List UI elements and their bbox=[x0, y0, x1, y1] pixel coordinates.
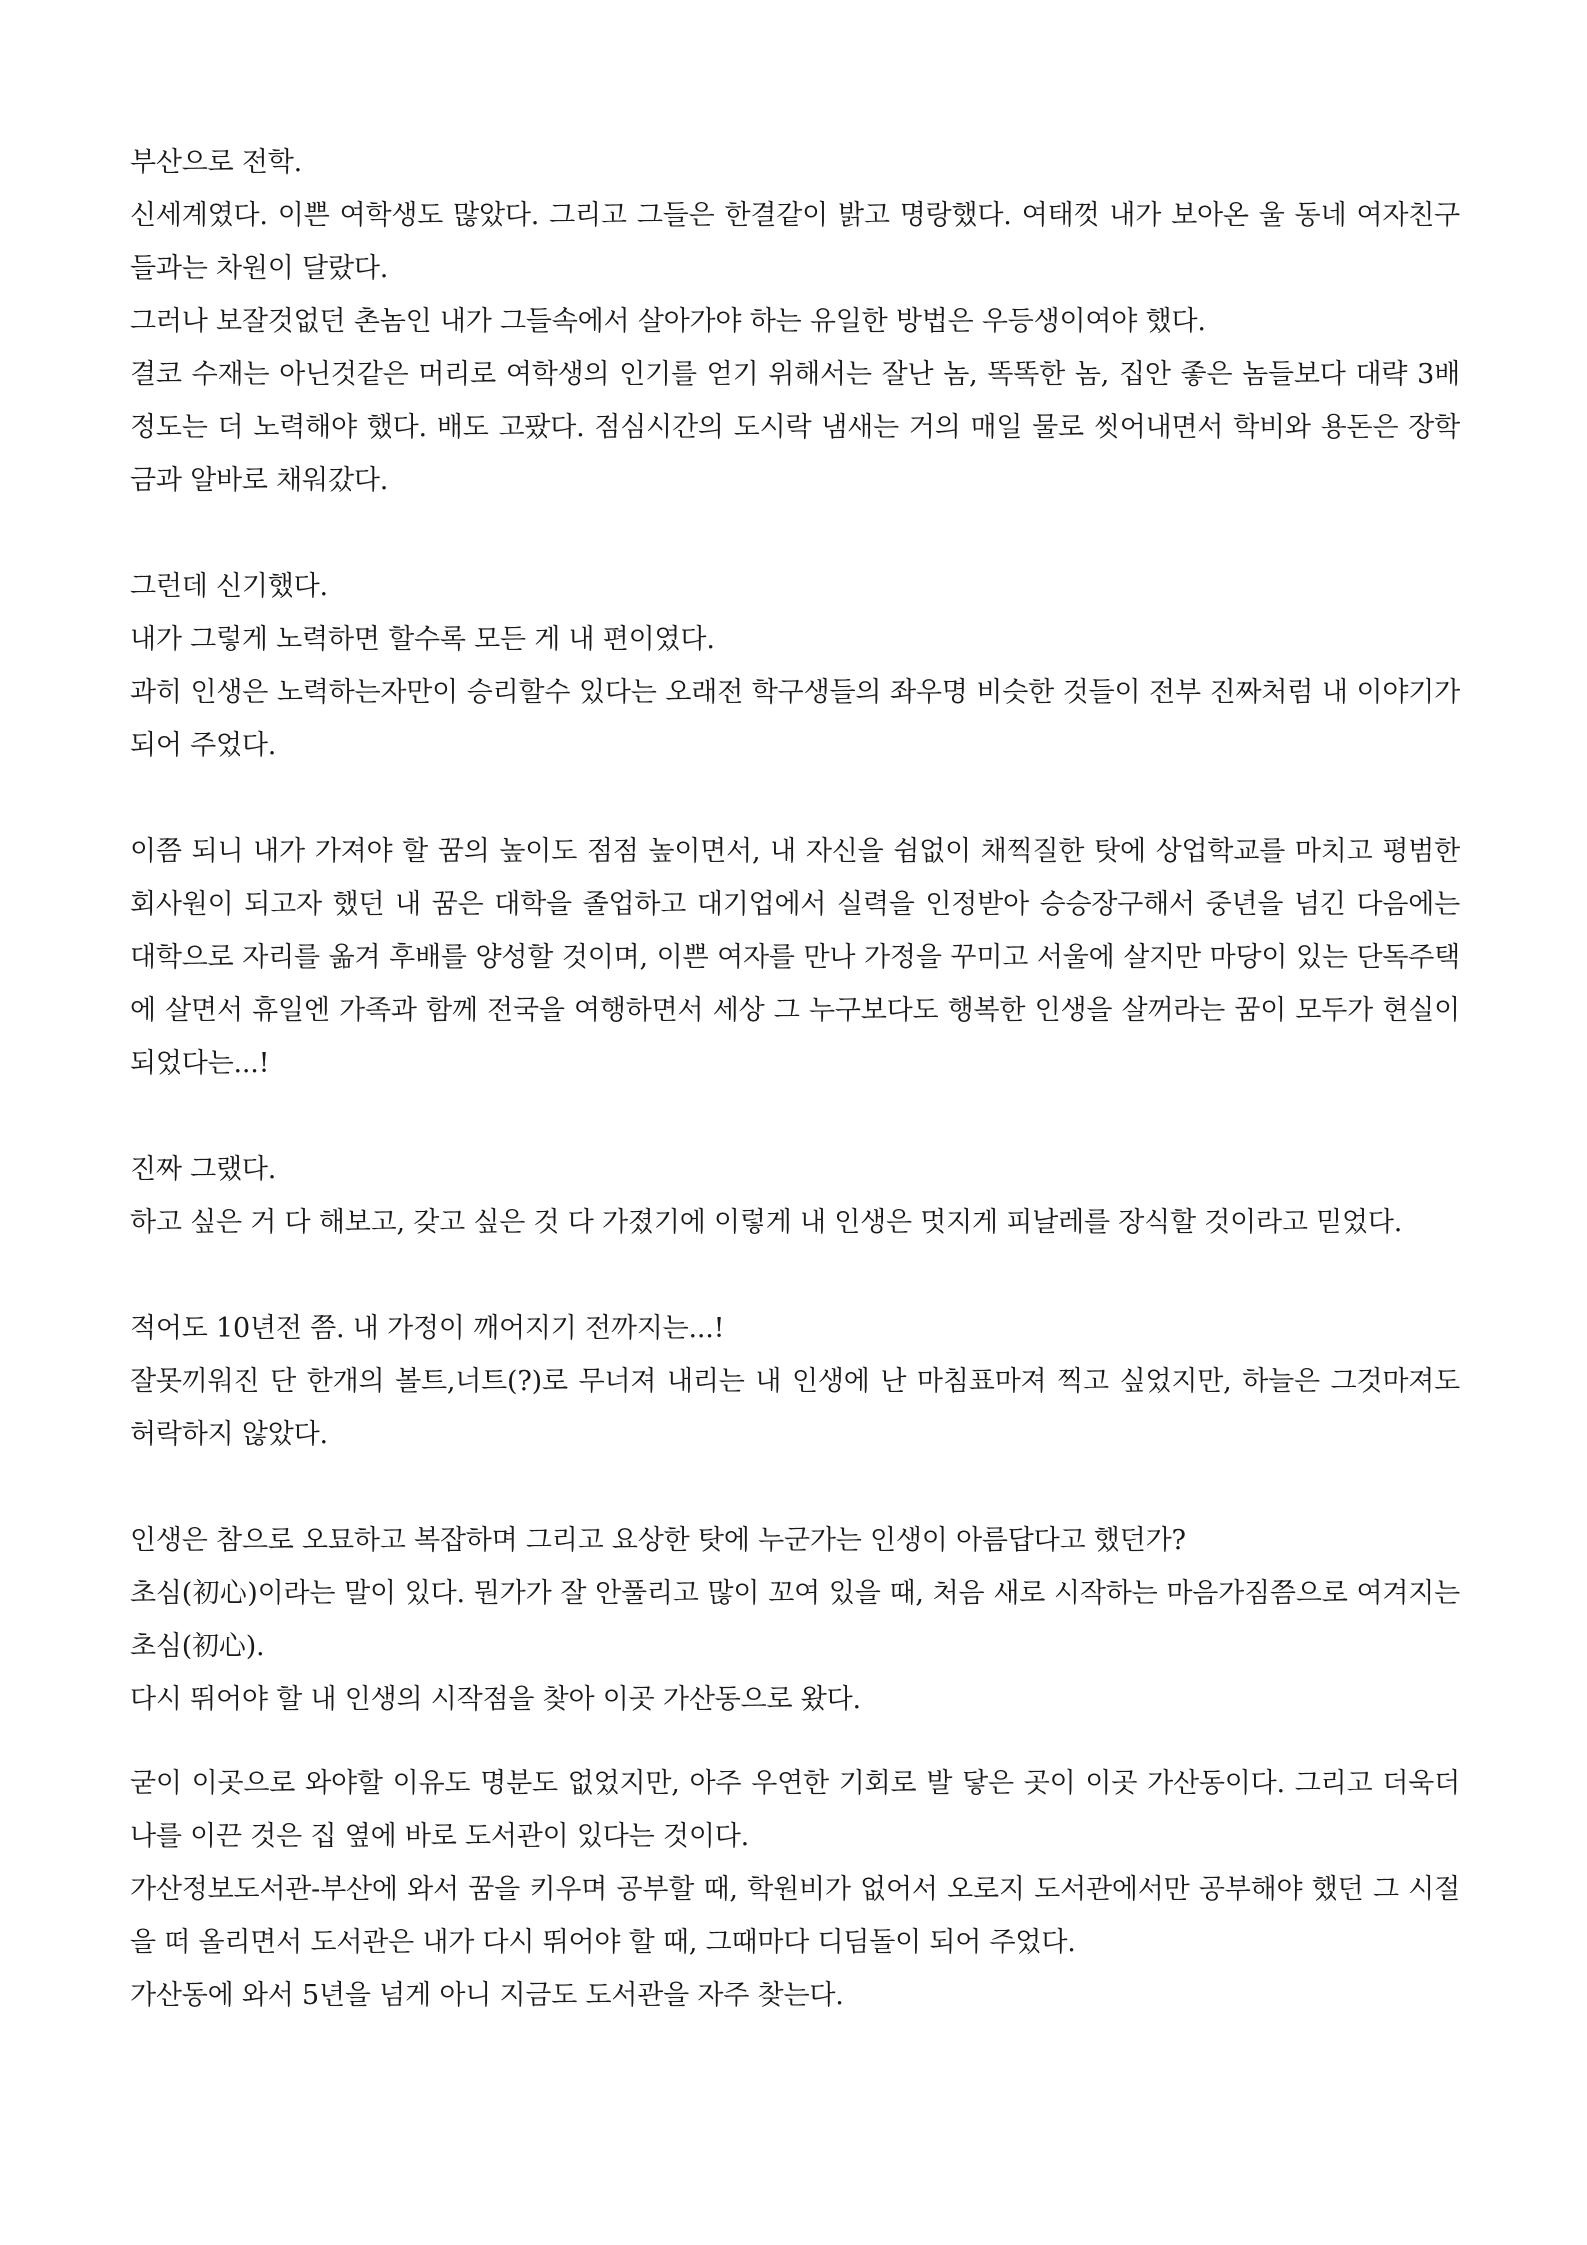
paragraph: 적어도 10년전 쯤. 내 가정이 깨어지기 전까지는...! bbox=[130, 1313, 725, 1344]
paragraph: 내가 그렇게 노력하면 할수록 모든 게 내 편이였다. bbox=[130, 624, 715, 655]
paragraph-spacer bbox=[130, 772, 1460, 825]
paragraph: 가산정보도서관-부산에 와서 꿈을 키우며 공부할 때, 학원비가 없어서 오로지 도서관에서만 공부해야 했던 그 시절을 떠 올리면서 도서관은 내가 다시 뛰어야 할 때, 그때마다 디딤돌이 되어 주었다. bbox=[130, 1874, 1460, 1958]
paragraph: 다시 뛰어야 할 내 인생의 시작점을 찾아 이곳 가산동으로 왔다. bbox=[130, 1684, 861, 1715]
document-body bbox=[130, 136, 1460, 2022]
paragraph: 굳이 이곳으로 와야할 이유도 명분도 없었지만, 아주 우연한 기회로 발 닿은 곳이 이곳 가산동이다. 그리고 더욱더 나를 이끈 것은 집 옆에 바로 도서관이 있다는 것이다. bbox=[130, 1768, 1460, 1852]
paragraph: 진짜 그랬다. bbox=[130, 1154, 277, 1185]
paragraph: 과히 인생은 노력하는자만이 승리할수 있다는 오래전 학구생들의 좌우명 비슷한 것들이 전부 진짜처럼 내 이야기가 되어 주었다. bbox=[130, 677, 1460, 761]
paragraph: 이쯤 되니 내가 가져야 할 꿈의 높이도 점점 높이면서, 내 자신을 쉼없이 채찍질한 탓에 상업학교를 마치고 평범한 회사원이 되고자 했던 내 꿈은 대학을 졸업하고 대기업에서 실력을 인정받아 승승장구해서 중년을 넘긴 다음에는 대학으로 자리를 옮겨 후배를 양성할 것이며, 이쁜 여자를 만나 가정을 꾸미고 서울에 살지만 마당이 있는 단독주택에 살면서 휴일엔 가족과 함께 전국을 여행하면서 세상 그 누구보다도 행복한 인생을 살꺼라는 꿈이 모두가 현실이 되었다는...! bbox=[130, 836, 1460, 1079]
paragraph-spacer bbox=[130, 1461, 1460, 1514]
paragraph: 초심(初心)이라는 말이 있다. 뭔가가 잘 안풀리고 많이 꼬여 있을 때, 처음 새로 시작하는 마음가짐쯤으로 여겨지는 초심(初心). bbox=[130, 1578, 1460, 1662]
paragraph: 그런데 신기했다. bbox=[130, 571, 328, 602]
paragraph: 결코 수재는 아닌것같은 머리로 여학생의 인기를 얻기 위해서는 잘난 놈, 똑똑한 놈, 집안 좋은 놈들보다 대략 3배정도는 더 노력해야 했다. 배도 고팠다. 점심시간의 도시락 냄새는 거의 매일 물로 씻어내면서 학비와 용돈은 장학금과 알바로 채워갔다. bbox=[130, 359, 1460, 496]
paragraph-spacer bbox=[130, 507, 1460, 560]
paragraph: 가산동에 와서 5년을 넘게 아니 지금도 도서관을 자주 찾는다. bbox=[130, 1980, 844, 2011]
paragraph: 잘못끼워진 단 한개의 볼트,너트(?)로 무너져 내리는 내 인생에 난 마침표마져 찍고 싶었지만, 하늘은 그것마져도 허락하지 않았다. bbox=[130, 1366, 1460, 1450]
paragraph: 부산으로 전학. bbox=[130, 147, 303, 178]
paragraph: 신세계였다. 이쁜 여학생도 많았다. 그리고 그들은 한결같이 밝고 명랑했다. 여태껏 내가 보아온 울 동네 여자친구들과는 차원이 달랐다. bbox=[130, 200, 1460, 284]
paragraph: 하고 싶은 거 다 해보고, 갖고 싶은 것 다 가졌기에 이렇게 내 인생은 멋지게 피날레를 장식할 것이라고 믿었다. bbox=[130, 1207, 1403, 1238]
paragraph-spacer bbox=[130, 1090, 1460, 1143]
paragraph: 인생은 참으로 오묘하고 복잡하며 그리고 요상한 탓에 누군가는 인생이 아름답다고 했던가? bbox=[130, 1525, 1186, 1556]
paragraph: 그러나 보잘것없던 촌놈인 내가 그들속에서 살아가야 하는 유일한 방법은 우등생이여야 했다. bbox=[130, 306, 1206, 337]
paragraph-spacer bbox=[130, 1726, 1460, 1757]
paragraph-spacer bbox=[130, 1249, 1460, 1302]
